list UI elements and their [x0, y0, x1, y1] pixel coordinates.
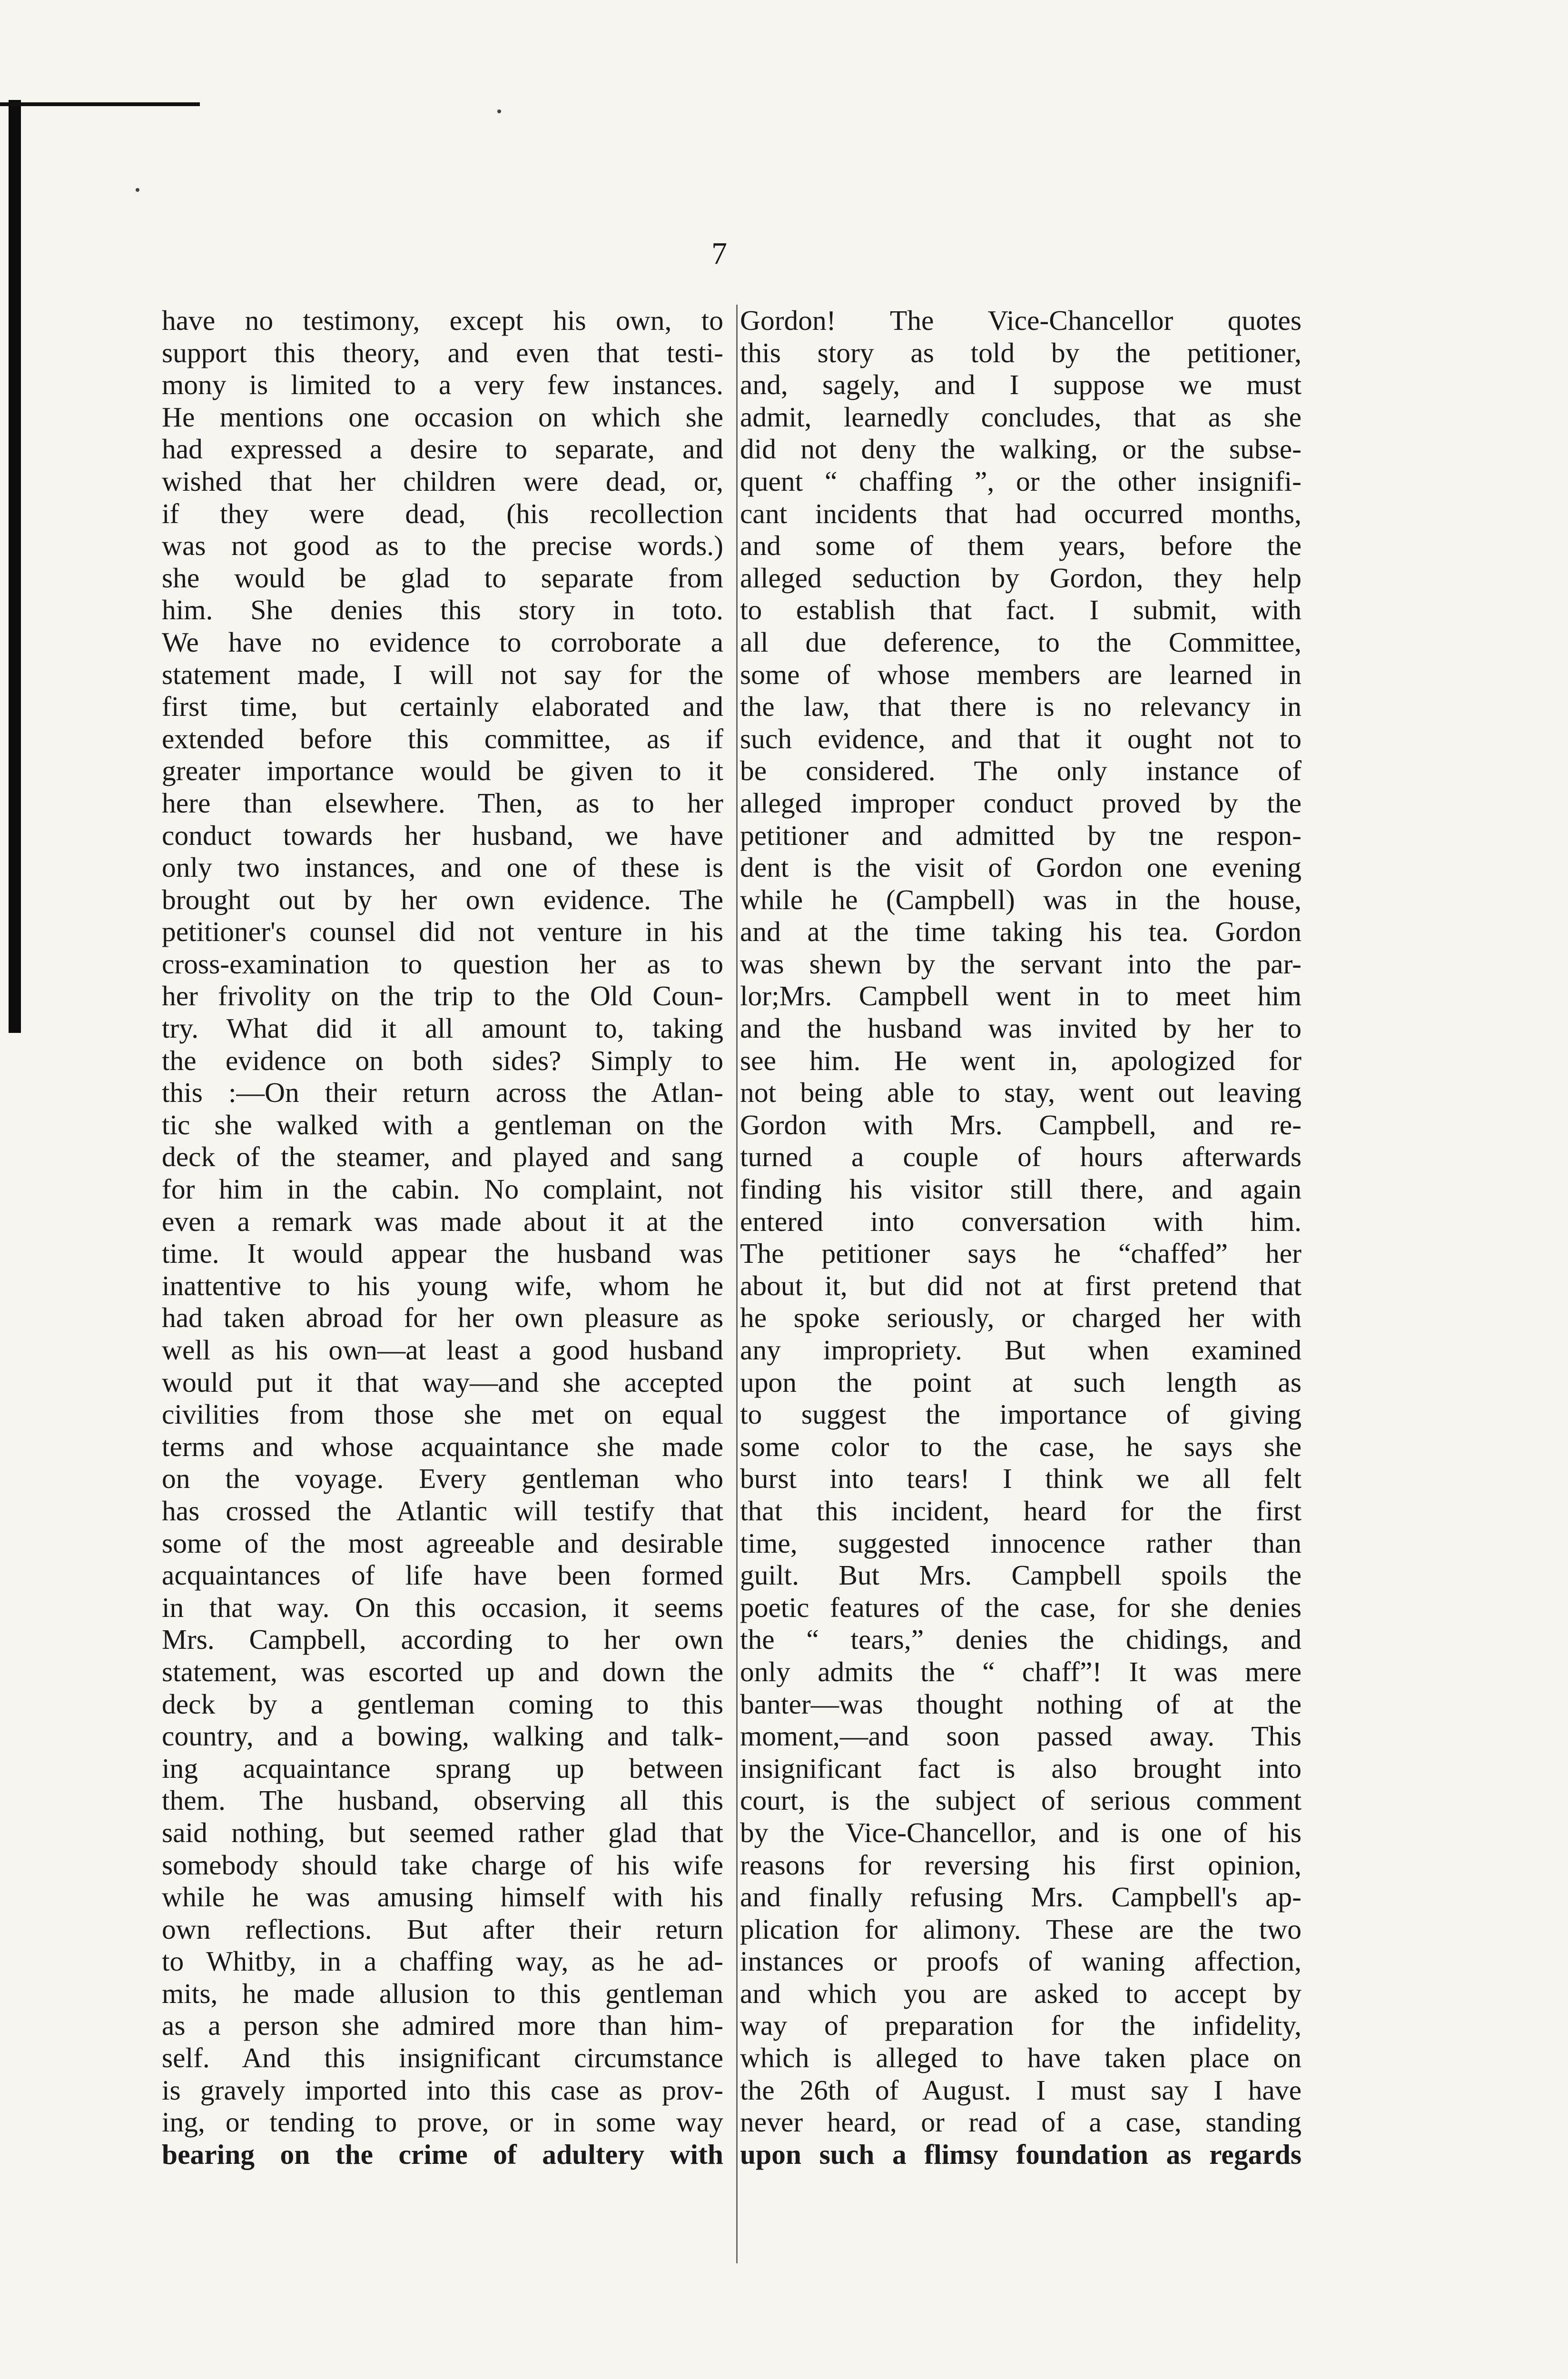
- text-line: brought out by her own evidence. The: [162, 883, 723, 915]
- text-line: and the husband was invited by her to: [740, 1012, 1302, 1044]
- text-line: to Whitby, in a chaffing way, as he ad-: [162, 1945, 723, 1977]
- text-line: insignificant fact is also brought into: [740, 1752, 1302, 1784]
- text-line: own reflections. But after their return: [162, 1913, 723, 1945]
- text-line: and at the time taking his tea. Gordon: [740, 916, 1302, 948]
- text-line: statement, was escorted up and down the: [162, 1655, 723, 1687]
- text-line: plication for alimony. These are the two: [740, 1913, 1302, 1945]
- text-line: the law, that there is no relevancy in: [740, 691, 1302, 723]
- text-line: alleged improper conduct proved by the: [740, 787, 1302, 819]
- text-line: petitioner's counsel did not venture in his: [162, 916, 723, 948]
- top-rule: [0, 102, 200, 106]
- text-line: to establish that fact. I submit, with: [740, 594, 1302, 626]
- text-line: deck by a gentleman coming to this: [162, 1688, 723, 1720]
- text-line: and finally refusing Mrs. Campbell's ap-: [740, 1881, 1302, 1913]
- text-line: quent “ chaffing ”, or the other insignifi-: [740, 465, 1302, 497]
- text-line: ing, or tending to prove, or in some way: [162, 2106, 723, 2138]
- text-line: would put it that way—and she accepted: [162, 1366, 723, 1398]
- text-line: about it, but did not at first pretend that: [740, 1269, 1302, 1301]
- text-line: while he was amusing himself with his: [162, 1881, 723, 1913]
- text-line: turned a couple of hours afterwards: [740, 1141, 1302, 1173]
- speck: [497, 109, 501, 113]
- text-line: first time, but certainly elaborated and: [162, 691, 723, 723]
- text-line: and which you are asked to accept by: [740, 1977, 1302, 2009]
- text-line: be considered. The only instance of: [740, 755, 1302, 787]
- text-line: never heard, or read of a case, standing: [740, 2106, 1302, 2138]
- text-line: greater importance would be given to it: [162, 755, 723, 787]
- text-line: said nothing, but seemed rather glad that: [162, 1816, 723, 1848]
- right-text-column: [740, 305, 1302, 2171]
- text-line: somebody should take charge of his wife: [162, 1849, 723, 1881]
- text-line: civilities from those she met on equal: [162, 1398, 723, 1430]
- text-line: by the Vice-Chancellor, and is one of his: [740, 1816, 1302, 1848]
- text-line: have no testimony, except his own, to: [162, 305, 723, 336]
- text-line: banter—was thought nothing of at the: [740, 1688, 1302, 1720]
- text-line: He mentions one occasion on which she: [162, 401, 723, 433]
- text-line: as a person she admired more than him-: [162, 2010, 723, 2042]
- text-line: her frivolity on the trip to the Old Coun-: [162, 980, 723, 1012]
- text-line: see him. He went in, apologized for: [740, 1044, 1302, 1076]
- text-line: in that way. On this occasion, it seems: [162, 1591, 723, 1623]
- text-line: this story as told by the petitioner,: [740, 337, 1302, 368]
- text-line: terms and whose acquaintance she made: [162, 1430, 723, 1462]
- text-line: ing acquaintance sprang up between: [162, 1752, 723, 1784]
- text-line: which is alleged to have taken place on: [740, 2042, 1302, 2074]
- text-line: cross-examination to question her as to: [162, 948, 723, 980]
- text-line: dent is the visit of Gordon one evening: [740, 852, 1302, 883]
- text-line: even a remark was made about it at the: [162, 1205, 723, 1237]
- text-line: some color to the case, he says she: [740, 1430, 1302, 1462]
- left-text-column: [162, 305, 723, 2171]
- text-line: only admits the “ chaff”! It was mere: [740, 1655, 1302, 1687]
- text-line: the 26th of August. I must say I have: [740, 2074, 1302, 2106]
- text-line: mits, he made allusion to this gentleman: [162, 1977, 723, 2009]
- text-line: self. And this insignificant circumstance: [162, 2042, 723, 2074]
- text-line: entered into conversation with him.: [740, 1205, 1302, 1237]
- text-line: finding his visitor still there, and again: [740, 1173, 1302, 1205]
- text-line: upon the point at such length as: [740, 1366, 1302, 1398]
- text-line: was shewn by the servant into the par-: [740, 948, 1302, 980]
- text-line: him. She denies this story in toto.: [162, 594, 723, 626]
- binding-edge-bar: [9, 100, 21, 1033]
- text-line: the “ tears,” denies the chidings, and: [740, 1624, 1302, 1655]
- text-line: way of preparation for the infidelity,: [740, 2010, 1302, 2042]
- text-line: the evidence on both sides? Simply to: [162, 1044, 723, 1076]
- text-line: she would be glad to separate from: [162, 562, 723, 594]
- text-line: here than elsewhere. Then, as to her: [162, 787, 723, 819]
- text-line: time. It would appear the husband was: [162, 1238, 723, 1269]
- text-line: bearing on the crime of adultery with: [162, 2138, 723, 2170]
- text-line: conduct towards her husband, we have: [162, 819, 723, 851]
- text-line: petitioner and admitted by tne respon-: [740, 819, 1302, 851]
- text-line: We have no evidence to corroborate a: [162, 626, 723, 658]
- speck: [136, 188, 139, 192]
- text-line: poetic features of the case, for she denies: [740, 1591, 1302, 1623]
- text-line: Gordon with Mrs. Campbell, and re-: [740, 1109, 1302, 1140]
- text-line: burst into tears! I think we all felt: [740, 1463, 1302, 1495]
- text-line: try. What did it all amount to, taking: [162, 1012, 723, 1044]
- text-line: country, and a bowing, walking and talk-: [162, 1720, 723, 1752]
- page-number: 7: [711, 236, 727, 271]
- text-line: reasons for reversing his first opinion,: [740, 1849, 1302, 1881]
- text-line: admit, learnedly concludes, that as she: [740, 401, 1302, 433]
- text-line: had expressed a desire to separate, and: [162, 433, 723, 465]
- text-line: inattentive to his young wife, whom he: [162, 1269, 723, 1301]
- text-line: some of the most agreeable and desirable: [162, 1527, 723, 1559]
- text-line: Gordon! The Vice-Chancellor quotes: [740, 305, 1302, 336]
- text-line: to suggest the importance of giving: [740, 1398, 1302, 1430]
- text-line: and some of them years, before the: [740, 530, 1302, 562]
- text-line: lor;Mrs. Campbell went in to meet him: [740, 980, 1302, 1012]
- text-line: if they were dead, (his recollection: [162, 497, 723, 529]
- text-line: cant incidents that had occurred months,: [740, 497, 1302, 529]
- text-line: support this theory, and even that testi-: [162, 337, 723, 368]
- text-line: and, sagely, and I suppose we must: [740, 369, 1302, 401]
- text-line: some of whose members are learned in: [740, 658, 1302, 690]
- text-line: alleged seduction by Gordon, they help: [740, 562, 1302, 594]
- text-line: statement made, I will not say for the: [162, 658, 723, 690]
- text-line: any impropriety. But when examined: [740, 1334, 1302, 1366]
- text-line: deck of the steamer, and played and sang: [162, 1141, 723, 1173]
- text-line: all due deference, to the Committee,: [740, 626, 1302, 658]
- text-line: has crossed the Atlantic will testify that: [162, 1495, 723, 1527]
- column-divider: [736, 305, 738, 2263]
- text-line: instances or proofs of waning affection,: [740, 1945, 1302, 1977]
- text-line: upon such a flimsy foundation as regards: [740, 2138, 1302, 2170]
- text-line: court, is the subject of serious comment: [740, 1784, 1302, 1816]
- text-line: that this incident, heard for the first: [740, 1495, 1302, 1527]
- text-line: is gravely imported into this case as prov-: [162, 2074, 723, 2106]
- text-line: had taken abroad for her own pleasure as: [162, 1302, 723, 1334]
- text-line: only two instances, and one of these is: [162, 852, 723, 883]
- text-line: moment,—and soon passed away. This: [740, 1720, 1302, 1752]
- text-line: guilt. But Mrs. Campbell spoils the: [740, 1559, 1302, 1591]
- text-line: was not good as to the precise words.): [162, 530, 723, 562]
- text-line: this :—On their return across the Atlan-: [162, 1077, 723, 1109]
- text-line: wished that her children were dead, or,: [162, 465, 723, 497]
- text-line: extended before this committee, as if: [162, 723, 723, 754]
- text-line: while he (Campbell) was in the house,: [740, 883, 1302, 915]
- text-line: well as his own—at least a good husband: [162, 1334, 723, 1366]
- text-line: Mrs. Campbell, according to her own: [162, 1624, 723, 1655]
- text-line: mony is limited to a very few instances.: [162, 369, 723, 401]
- text-line: did not deny the walking, or the subse-: [740, 433, 1302, 465]
- text-line: tic she walked with a gentleman on the: [162, 1109, 723, 1140]
- text-line: not being able to stay, went out leaving: [740, 1077, 1302, 1109]
- text-line: he spoke seriously, or charged her with: [740, 1302, 1302, 1334]
- text-line: acquaintances of life have been formed: [162, 1559, 723, 1591]
- text-line: for him in the cabin. No complaint, not: [162, 1173, 723, 1205]
- text-line: on the voyage. Every gentleman who: [162, 1463, 723, 1495]
- text-line: them. The husband, observing all this: [162, 1784, 723, 1816]
- text-line: time, suggested innocence rather than: [740, 1527, 1302, 1559]
- text-line: The petitioner says he “chaffed” her: [740, 1238, 1302, 1269]
- text-line: such evidence, and that it ought not to: [740, 723, 1302, 754]
